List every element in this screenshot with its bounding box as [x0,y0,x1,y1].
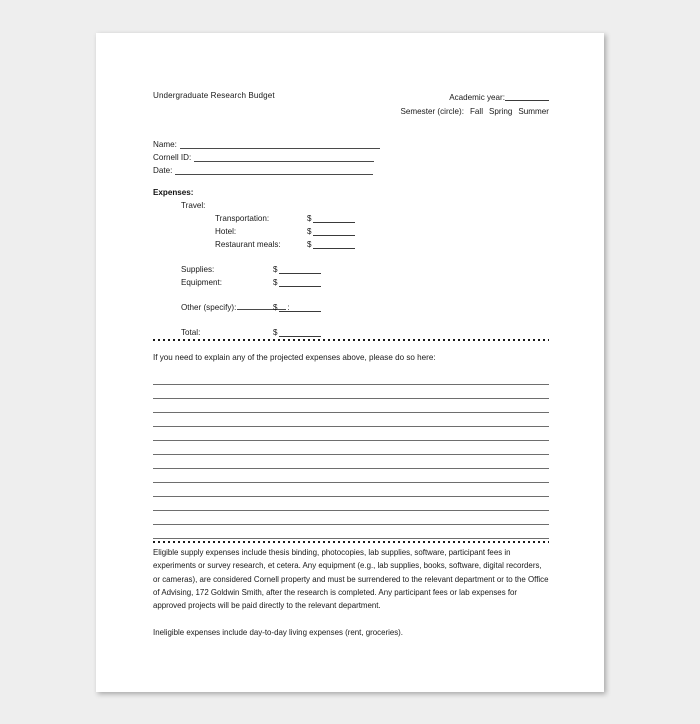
restaurant-meals-currency: $ [307,240,312,249]
restaurant-meals-label: Restaurant meals: [215,240,281,249]
total-group [181,324,549,337]
field-row-name [153,136,549,149]
other-label: Other (specify): [181,303,237,312]
write-in-line[interactable] [153,469,549,483]
date-label: Date: [153,166,173,175]
header-right-block [395,91,549,119]
expense-row-transportation [215,210,549,223]
cornell-id-input[interactable] [194,152,374,162]
write-in-line[interactable] [153,511,549,525]
write-in-line[interactable] [153,413,549,427]
transportation-amount-input[interactable] [313,213,355,223]
notes-section [153,546,549,639]
restaurant-meals-amount-input[interactable] [313,239,355,249]
academic-year-input[interactable] [505,100,549,101]
dotted-separator-top [153,339,549,342]
expense-row-restaurant-meals [215,236,549,249]
explanation-prompt: If you need to explain any of the projected expenses above, please do so here: [153,353,436,362]
write-in-line[interactable] [153,483,549,497]
total-currency: $ [273,328,278,337]
expenses-section-label: Expenses: [153,188,194,197]
total-amount-input[interactable] [279,327,321,337]
expense-row-supplies [181,261,549,274]
document-body [153,91,549,639]
other-label-wrap [181,300,290,312]
date-input[interactable] [175,165,373,175]
ineligible-expenses-note: Ineligible expenses include day-to-day living expenses (rent, groceries). [153,627,404,637]
expense-row-total [181,324,549,337]
expense-row-other [181,299,549,312]
expense-row-hotel [215,223,549,236]
supplies-amount-input[interactable] [279,264,321,274]
spacer-after-travel [153,249,549,261]
semester-label: Semester (circle): [400,107,464,116]
other-label-suffix: : [287,303,290,312]
write-in-line[interactable] [153,525,549,539]
other-group [181,299,549,312]
hotel-label: Hotel: [215,227,237,236]
write-in-line[interactable] [153,399,549,413]
transportation-currency: $ [307,214,312,223]
write-in-line[interactable] [153,385,549,399]
semester-option-fall[interactable]: Fall [469,107,483,116]
page-title: Undergraduate Research Budget [153,91,275,100]
general-items [181,261,549,287]
expense-row-equipment [181,274,549,287]
identity-fields [153,136,549,175]
field-row-date [153,162,549,175]
dotted-separator-bottom [153,541,549,544]
supplies-currency: $ [273,265,278,274]
write-in-line[interactable] [153,455,549,469]
document-header [153,91,549,125]
semester-option-summer[interactable]: Summer [518,107,549,116]
hotel-amount-input[interactable] [313,226,355,236]
hotel-currency: $ [307,227,312,236]
spacer-before-total [153,312,549,324]
eligible-expenses-note: Eligible supply expenses include thesis binding, photocopies, lab supplies, software, participant fees in experiments or survey research, et cetera. Any equipment (e.g., lab supplies, books, software, digital recorders, or cameras), are considered Cornell property and must be surrendered to the relevant department or to the Office of Advising, 172 Goldwin Smith, after the research is completed. Any participant fees or lab expenses for approved projects will be paid directly to the relevant department. [153,548,549,611]
name-label: Name: [153,140,177,149]
equipment-label: Equipment: [181,278,222,287]
name-input[interactable] [180,139,380,149]
total-label: Total: [181,328,201,337]
transportation-label: Transportation: [215,214,270,223]
write-in-line[interactable] [153,497,549,511]
write-in-line[interactable] [153,441,549,455]
equipment-amount-input[interactable] [279,277,321,287]
academic-year-label: Academic year: [449,93,505,102]
travel-label-row [181,197,549,210]
travel-items [215,210,549,249]
supplies-label: Supplies: [181,265,215,274]
cornell-id-label: Cornell ID: [153,153,192,162]
equipment-currency: $ [273,278,278,287]
explanation-lines [153,371,549,539]
other-currency: $ [273,303,278,312]
academic-year-row [395,91,549,105]
semester-row [395,105,549,119]
write-in-line[interactable] [153,371,549,385]
semester-option-spring[interactable]: Spring [489,107,513,116]
document-page [96,33,604,692]
travel-label: Travel: [181,201,206,210]
write-in-line[interactable] [153,427,549,441]
other-amount-input[interactable] [279,302,321,312]
field-row-cornell-id [153,149,549,162]
spacer-after-general [153,287,549,299]
travel-group [181,197,549,210]
